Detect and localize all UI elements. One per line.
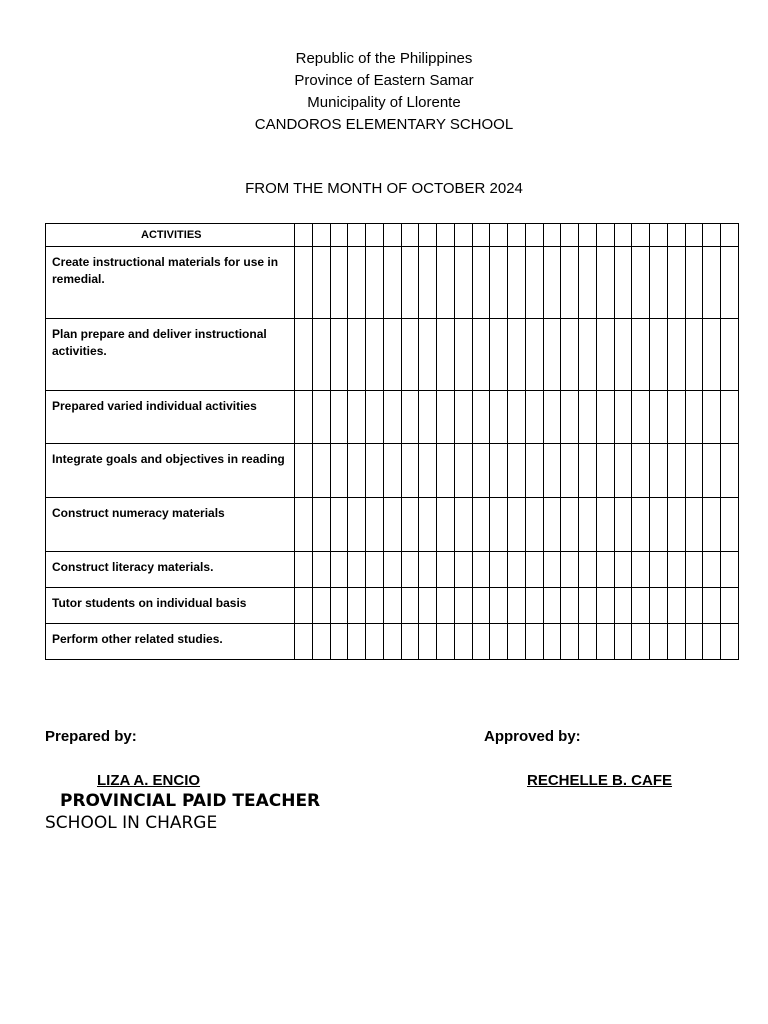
- tracking-cell: [330, 444, 348, 498]
- tracking-cell: [419, 552, 437, 588]
- tracking-cell: [543, 498, 561, 552]
- tracking-cell: [490, 391, 508, 444]
- tracking-cell: [348, 444, 366, 498]
- tracking-cell: [667, 498, 685, 552]
- prepared-by-subtitle: SCHOOL IN CHARGE: [45, 813, 218, 833]
- tracking-cell: [632, 588, 650, 624]
- tracking-cell: [383, 552, 401, 588]
- tracking-cell: [454, 588, 472, 624]
- tracking-cell: [383, 624, 401, 660]
- tracking-cell: [721, 319, 739, 391]
- tracking-cell: [703, 319, 721, 391]
- tracking-cell: [348, 498, 366, 552]
- tracking-cell: [295, 498, 313, 552]
- tracking-cell: [419, 319, 437, 391]
- table-row: [46, 444, 739, 498]
- tracking-cell: [579, 624, 597, 660]
- tracking-cell: [472, 391, 490, 444]
- tracking-cell: [561, 624, 579, 660]
- tracking-cell: [472, 498, 490, 552]
- activity-cell: Construct numeracy materials: [46, 498, 295, 552]
- tracking-cell: [561, 247, 579, 319]
- tracking-cell: [632, 444, 650, 498]
- activity-cell: Integrate goals and objectives in reading: [46, 444, 295, 498]
- tracking-cell: [437, 444, 455, 498]
- day-header-cell: [312, 224, 330, 247]
- tracking-cell: [330, 498, 348, 552]
- tracking-cell: [667, 391, 685, 444]
- tracking-cell: [312, 498, 330, 552]
- tracking-cell: [632, 319, 650, 391]
- table-header-row: [46, 224, 739, 247]
- tracking-cell: [401, 319, 419, 391]
- tracking-cell: [366, 444, 384, 498]
- tracking-cell: [525, 498, 543, 552]
- tracking-cell: [650, 444, 668, 498]
- tracking-cell: [632, 391, 650, 444]
- tracking-cell: [596, 624, 614, 660]
- tracking-cell: [348, 319, 366, 391]
- tracking-cell: [508, 624, 526, 660]
- tracking-cell: [366, 624, 384, 660]
- tracking-cell: [348, 588, 366, 624]
- tracking-cell: [330, 588, 348, 624]
- tracking-cell: [650, 498, 668, 552]
- tracking-cell: [295, 444, 313, 498]
- tracking-cell: [490, 624, 508, 660]
- day-header-cell: [454, 224, 472, 247]
- tracking-cell: [454, 444, 472, 498]
- tracking-cell: [525, 552, 543, 588]
- tracking-cell: [525, 319, 543, 391]
- tracking-cell: [401, 444, 419, 498]
- tracking-cell: [437, 588, 455, 624]
- tracking-cell: [472, 247, 490, 319]
- table-row: [46, 498, 739, 552]
- tracking-cell: [614, 552, 632, 588]
- day-header-cell: [419, 224, 437, 247]
- tracking-cell: [383, 498, 401, 552]
- tracking-cell: [703, 552, 721, 588]
- tracking-cell: [419, 624, 437, 660]
- tracking-cell: [401, 247, 419, 319]
- tracking-cell: [614, 247, 632, 319]
- day-header-cell: [295, 224, 313, 247]
- tracking-cell: [454, 319, 472, 391]
- tracking-cell: [596, 319, 614, 391]
- day-header-cell: [401, 224, 419, 247]
- tracking-cell: [703, 624, 721, 660]
- tracking-cell: [561, 588, 579, 624]
- tracking-cell: [366, 588, 384, 624]
- tracking-cell: [667, 552, 685, 588]
- tracking-cell: [543, 444, 561, 498]
- table-row: [46, 319, 739, 391]
- tracking-cell: [383, 391, 401, 444]
- tracking-cell: [579, 552, 597, 588]
- day-header-cell: [543, 224, 561, 247]
- tracking-cell: [383, 588, 401, 624]
- tracking-cell: [490, 498, 508, 552]
- table-row: [46, 552, 739, 588]
- tracking-cell: [703, 588, 721, 624]
- day-header-cell: [632, 224, 650, 247]
- tracking-cell: [472, 552, 490, 588]
- tracking-cell: [348, 391, 366, 444]
- tracking-cell: [579, 391, 597, 444]
- tracking-cell: [667, 444, 685, 498]
- tracking-cell: [366, 552, 384, 588]
- tracking-cell: [366, 247, 384, 319]
- activity-cell: Construct literacy materials.: [46, 552, 295, 588]
- activity-cell: Tutor students on individual basis: [46, 588, 295, 624]
- tracking-cell: [490, 444, 508, 498]
- day-header-cell: [561, 224, 579, 247]
- tracking-cell: [472, 444, 490, 498]
- tracking-cell: [401, 588, 419, 624]
- tracking-cell: [721, 552, 739, 588]
- day-header-cell: [703, 224, 721, 247]
- day-header-cell: [614, 224, 632, 247]
- header-province: Province of Eastern Samar: [294, 72, 474, 89]
- tracking-cell: [525, 247, 543, 319]
- tracking-cell: [348, 624, 366, 660]
- tracking-cell: [312, 319, 330, 391]
- tracking-cell: [596, 588, 614, 624]
- day-header-cell: [685, 224, 703, 247]
- activity-cell: Perform other related studies.: [46, 624, 295, 660]
- tracking-cell: [312, 552, 330, 588]
- tracking-cell: [295, 319, 313, 391]
- tracking-cell: [650, 588, 668, 624]
- tracking-cell: [508, 588, 526, 624]
- tracking-cell: [579, 319, 597, 391]
- tracking-cell: [685, 624, 703, 660]
- tracking-cell: [543, 624, 561, 660]
- tracking-cell: [419, 498, 437, 552]
- tracking-cell: [419, 444, 437, 498]
- tracking-cell: [348, 247, 366, 319]
- tracking-cell: [561, 498, 579, 552]
- day-header-cell: [490, 224, 508, 247]
- tracking-cell: [685, 498, 703, 552]
- tracking-cell: [721, 498, 739, 552]
- tracking-cell: [667, 624, 685, 660]
- table-row: [46, 247, 739, 319]
- tracking-cell: [330, 552, 348, 588]
- tracking-cell: [508, 247, 526, 319]
- day-header-cell: [721, 224, 739, 247]
- tracking-cell: [543, 552, 561, 588]
- activities-table: [45, 223, 739, 660]
- tracking-cell: [525, 444, 543, 498]
- tracking-cell: [614, 588, 632, 624]
- tracking-cell: [508, 319, 526, 391]
- tracking-cell: [383, 247, 401, 319]
- tracking-cell: [721, 391, 739, 444]
- tracking-cell: [401, 391, 419, 444]
- header-school: CANDOROS ELEMENTARY SCHOOL: [254, 116, 514, 133]
- tracking-cell: [454, 247, 472, 319]
- day-header-cell: [330, 224, 348, 247]
- approved-by-label: Approved by:: [484, 728, 581, 745]
- activity-cell: Prepared varied individual activities: [46, 391, 295, 444]
- day-header-cell: [579, 224, 597, 247]
- tracking-cell: [508, 552, 526, 588]
- tracking-cell: [596, 498, 614, 552]
- tracking-cell: [703, 498, 721, 552]
- tracking-cell: [401, 498, 419, 552]
- tracking-cell: [419, 247, 437, 319]
- table-row: [46, 624, 739, 660]
- day-header-cell: [667, 224, 685, 247]
- tracking-cell: [596, 444, 614, 498]
- tracking-cell: [525, 391, 543, 444]
- tracking-cell: [667, 588, 685, 624]
- day-header-cell: [596, 224, 614, 247]
- tracking-cell: [508, 444, 526, 498]
- tracking-cell: [632, 247, 650, 319]
- day-header-cell: [366, 224, 384, 247]
- tracking-cell: [419, 588, 437, 624]
- tracking-cell: [312, 444, 330, 498]
- tracking-cell: [703, 444, 721, 498]
- tracking-cell: [525, 588, 543, 624]
- tracking-cell: [437, 391, 455, 444]
- tracking-cell: [472, 588, 490, 624]
- tracking-cell: [614, 498, 632, 552]
- tracking-cell: [472, 624, 490, 660]
- tracking-cell: [561, 391, 579, 444]
- tracking-cell: [614, 444, 632, 498]
- tracking-cell: [295, 624, 313, 660]
- tracking-cell: [401, 624, 419, 660]
- tracking-cell: [596, 391, 614, 444]
- tracking-cell: [685, 247, 703, 319]
- header-republic: Republic of the Philippines: [295, 50, 473, 67]
- tracking-cell: [650, 391, 668, 444]
- day-header-cell: [348, 224, 366, 247]
- activities-header: ACTIVITIES: [46, 224, 295, 247]
- table-row: [46, 391, 739, 444]
- tracking-cell: [650, 319, 668, 391]
- tracking-cell: [579, 444, 597, 498]
- tracking-cell: [383, 319, 401, 391]
- approved-by-name: RECHELLE B. CAFE: [527, 772, 673, 789]
- tracking-cell: [543, 319, 561, 391]
- reporting-period: FROM THE MONTH OF OCTOBER 2024: [245, 180, 523, 197]
- tracking-cell: [579, 588, 597, 624]
- tracking-cell: [543, 588, 561, 624]
- tracking-cell: [437, 247, 455, 319]
- tracking-cell: [650, 624, 668, 660]
- tracking-cell: [312, 247, 330, 319]
- tracking-cell: [454, 552, 472, 588]
- tracking-cell: [579, 247, 597, 319]
- tracking-cell: [295, 391, 313, 444]
- tracking-cell: [667, 319, 685, 391]
- tracking-cell: [685, 391, 703, 444]
- tracking-cell: [295, 552, 313, 588]
- tracking-cell: [330, 247, 348, 319]
- tracking-cell: [721, 247, 739, 319]
- tracking-cell: [525, 624, 543, 660]
- tracking-cell: [685, 444, 703, 498]
- tracking-cell: [667, 247, 685, 319]
- tracking-cell: [596, 247, 614, 319]
- day-header-cell: [437, 224, 455, 247]
- tracking-cell: [490, 552, 508, 588]
- tracking-cell: [561, 319, 579, 391]
- tracking-cell: [454, 498, 472, 552]
- tracking-cell: [650, 247, 668, 319]
- tracking-cell: [366, 391, 384, 444]
- tracking-cell: [295, 588, 313, 624]
- tracking-cell: [437, 319, 455, 391]
- header-municipality: Municipality of Llorente: [307, 94, 461, 111]
- day-header-cell: [508, 224, 526, 247]
- tracking-cell: [472, 319, 490, 391]
- tracking-cell: [721, 624, 739, 660]
- tracking-cell: [312, 391, 330, 444]
- tracking-cell: [437, 624, 455, 660]
- tracking-cell: [490, 247, 508, 319]
- day-header-cell: [525, 224, 543, 247]
- tracking-cell: [596, 552, 614, 588]
- tracking-cell: [401, 552, 419, 588]
- tracking-cell: [330, 624, 348, 660]
- prepared-by-title: PROVINCIAL PAID TEACHER: [60, 791, 321, 811]
- tracking-cell: [632, 624, 650, 660]
- activity-cell: Create instructional materials for use in remedial.: [46, 247, 295, 319]
- tracking-cell: [366, 319, 384, 391]
- activity-cell: Plan prepare and deliver instructional activities.: [46, 319, 295, 391]
- tracking-cell: [419, 391, 437, 444]
- tracking-cell: [543, 391, 561, 444]
- document-header: [0, 48, 768, 136]
- tracking-cell: [454, 624, 472, 660]
- tracking-cell: [508, 391, 526, 444]
- tracking-cell: [508, 498, 526, 552]
- tracking-cell: [685, 319, 703, 391]
- tracking-cell: [703, 391, 721, 444]
- tracking-cell: [437, 552, 455, 588]
- prepared-by-label: Prepared by:: [45, 728, 137, 745]
- tracking-cell: [383, 444, 401, 498]
- tracking-cell: [703, 247, 721, 319]
- tracking-cell: [348, 552, 366, 588]
- tracking-cell: [650, 552, 668, 588]
- tracking-cell: [543, 247, 561, 319]
- table-row: [46, 588, 739, 624]
- tracking-cell: [721, 588, 739, 624]
- day-header-cell: [383, 224, 401, 247]
- tracking-cell: [490, 319, 508, 391]
- tracking-cell: [330, 391, 348, 444]
- day-header-cell: [650, 224, 668, 247]
- tracking-cell: [437, 498, 455, 552]
- tracking-cell: [312, 588, 330, 624]
- tracking-cell: [721, 444, 739, 498]
- tracking-cell: [490, 588, 508, 624]
- tracking-cell: [366, 498, 384, 552]
- tracking-cell: [561, 444, 579, 498]
- prepared-by-name: LIZA A. ENCIO: [97, 772, 201, 789]
- tracking-cell: [330, 319, 348, 391]
- tracking-cell: [614, 624, 632, 660]
- tracking-cell: [454, 391, 472, 444]
- tracking-cell: [561, 552, 579, 588]
- day-header-cell: [472, 224, 490, 247]
- tracking-cell: [632, 498, 650, 552]
- tracking-cell: [579, 498, 597, 552]
- tracking-cell: [614, 319, 632, 391]
- tracking-cell: [295, 247, 313, 319]
- tracking-cell: [685, 552, 703, 588]
- tracking-cell: [614, 391, 632, 444]
- tracking-cell: [685, 588, 703, 624]
- tracking-cell: [632, 552, 650, 588]
- tracking-cell: [312, 624, 330, 660]
